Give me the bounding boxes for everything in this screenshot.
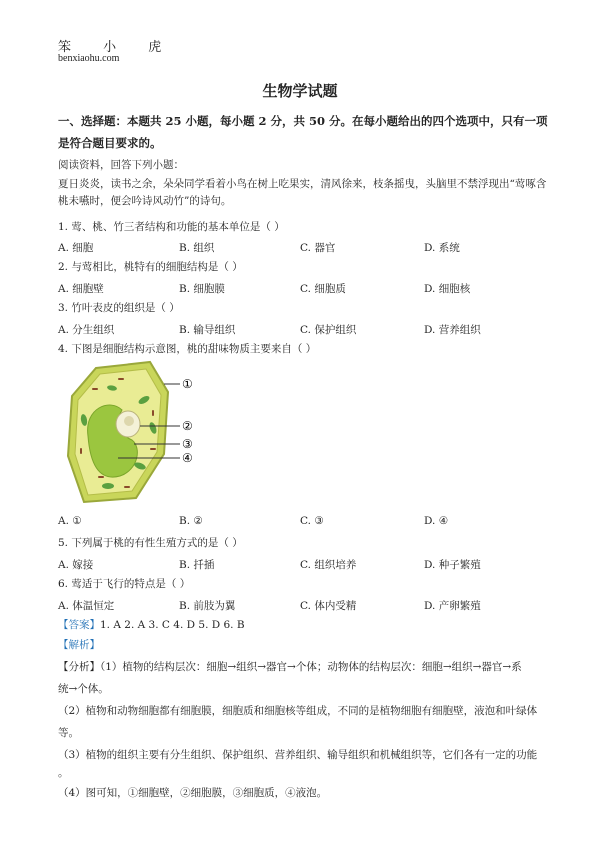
analysis-line: （3）植物的组织主要有分生组织、保护组织、营养组织、输导组织和机械组织等，它们各有一定的功能 bbox=[58, 749, 538, 761]
answer-label: 【答案】 bbox=[58, 619, 100, 631]
answer-row bbox=[58, 618, 548, 632]
question-1-stem: 1. 莺、桃、竹三者结构和功能的基本单位是（ ） bbox=[58, 221, 285, 233]
option-b[interactable]: B. ② bbox=[179, 515, 203, 527]
option-a[interactable]: A. 嫁接 bbox=[58, 559, 94, 571]
analysis-label: 【解析】 bbox=[58, 639, 100, 651]
option-c[interactable]: C. 细胞质 bbox=[300, 283, 346, 295]
option-b[interactable]: B. 输导组织 bbox=[179, 324, 236, 336]
question-3-stem: 3. 竹叶表皮的组织是（ ） bbox=[58, 302, 180, 314]
option-d[interactable]: D. 系统 bbox=[424, 242, 460, 254]
option-a[interactable]: A. ① bbox=[58, 515, 82, 527]
option-a[interactable]: A. 细胞壁 bbox=[58, 283, 104, 295]
site-url: benxiaohu.com bbox=[58, 53, 120, 64]
figure-label-1: ① bbox=[182, 377, 193, 391]
section-heading: 一、选择题：本题共 25 小题，每小题 2 分，共 50 分。在每小题给出的四个选项中，只有一项是符合题目要求的。 bbox=[58, 114, 548, 150]
question-1-options bbox=[58, 240, 548, 254]
question-2-stem: 2. 与莺相比，桃特有的细胞结构是（ ） bbox=[58, 261, 243, 273]
option-d[interactable]: D. 种子繁殖 bbox=[424, 559, 481, 571]
option-b[interactable]: B. 扦插 bbox=[179, 559, 215, 571]
intro-text: 阅读资料，回答下列小题： bbox=[58, 159, 184, 171]
question-5-options bbox=[58, 557, 548, 571]
analysis-line: 统→个体。 bbox=[58, 683, 109, 695]
plant-cell-figure bbox=[58, 358, 218, 513]
option-d[interactable]: D. 营养组织 bbox=[424, 324, 481, 336]
reading-passage: 夏日炎炎，读书之余，朵朵同学看着小鸟在树上吃果实，清风徐来，枝条摇曳，头脑里不禁浮现出“莺啄含桃未嚥时，便会吟诗风动竹”的诗句。 bbox=[58, 178, 547, 207]
option-d[interactable]: D. 细胞核 bbox=[424, 283, 471, 295]
nucleolus-shape bbox=[124, 416, 134, 426]
cell-diagram bbox=[58, 358, 218, 513]
chloroplast bbox=[102, 483, 114, 489]
analysis-line: （2）植物和动物细胞都有细胞膜，细胞质和细胞核等组成，不同的是植物细胞有细胞壁，液泡和叶绿体 bbox=[58, 705, 538, 717]
page-title: 生物学试题 bbox=[262, 82, 338, 100]
question-3-options bbox=[58, 322, 548, 336]
question-6-options bbox=[58, 598, 548, 612]
question-2-options bbox=[58, 281, 548, 295]
question-4-options bbox=[58, 515, 548, 529]
answer-text: 1. A 2. A 3. C 4. D 5. D 6. B bbox=[100, 619, 245, 631]
question-5-stem: 5. 下列属于桃的有性生殖方式的是（ ） bbox=[58, 537, 243, 549]
option-d[interactable]: D. ④ bbox=[424, 515, 449, 527]
option-b[interactable]: B. 前肢为翼 bbox=[179, 600, 236, 612]
figure-label-2: ② bbox=[182, 419, 193, 433]
option-d[interactable]: D. 产卵繁殖 bbox=[424, 600, 481, 612]
analysis-line: 。 bbox=[58, 767, 69, 779]
option-a[interactable]: A. 分生组织 bbox=[58, 324, 115, 336]
option-c[interactable]: C. 体内受精 bbox=[300, 600, 357, 612]
site-logo: 笨 小 虎 bbox=[58, 40, 176, 55]
figure-label-4: ④ bbox=[182, 451, 193, 465]
option-a[interactable]: A. 细胞 bbox=[58, 242, 94, 254]
question-4-stem: 4. 下图是细胞结构示意图，桃的甜味物质主要来自（ ） bbox=[58, 343, 317, 355]
option-c[interactable]: C. 组织培养 bbox=[300, 559, 357, 571]
question-6-stem: 6. 莺适于飞行的特点是（ ） bbox=[58, 578, 191, 590]
analysis-line: 等。 bbox=[58, 727, 79, 739]
option-c[interactable]: C. 保护组织 bbox=[300, 324, 357, 336]
option-c[interactable]: C. 器官 bbox=[300, 242, 336, 254]
analysis-line: （4）图可知，①细胞壁，②细胞膜，③细胞质，④液泡。 bbox=[58, 787, 328, 799]
option-b[interactable]: B. 细胞膜 bbox=[179, 283, 225, 295]
figure-label-3: ③ bbox=[182, 437, 193, 451]
option-b[interactable]: B. 组织 bbox=[179, 242, 215, 254]
option-c[interactable]: C. ③ bbox=[300, 515, 324, 527]
analysis-line: 【分析】（1）植物的结构层次：细胞→组织→器官→个体；动物体的结构层次：细胞→组织→器官→系 bbox=[58, 661, 522, 673]
option-a[interactable]: A. 体温恒定 bbox=[58, 600, 115, 612]
